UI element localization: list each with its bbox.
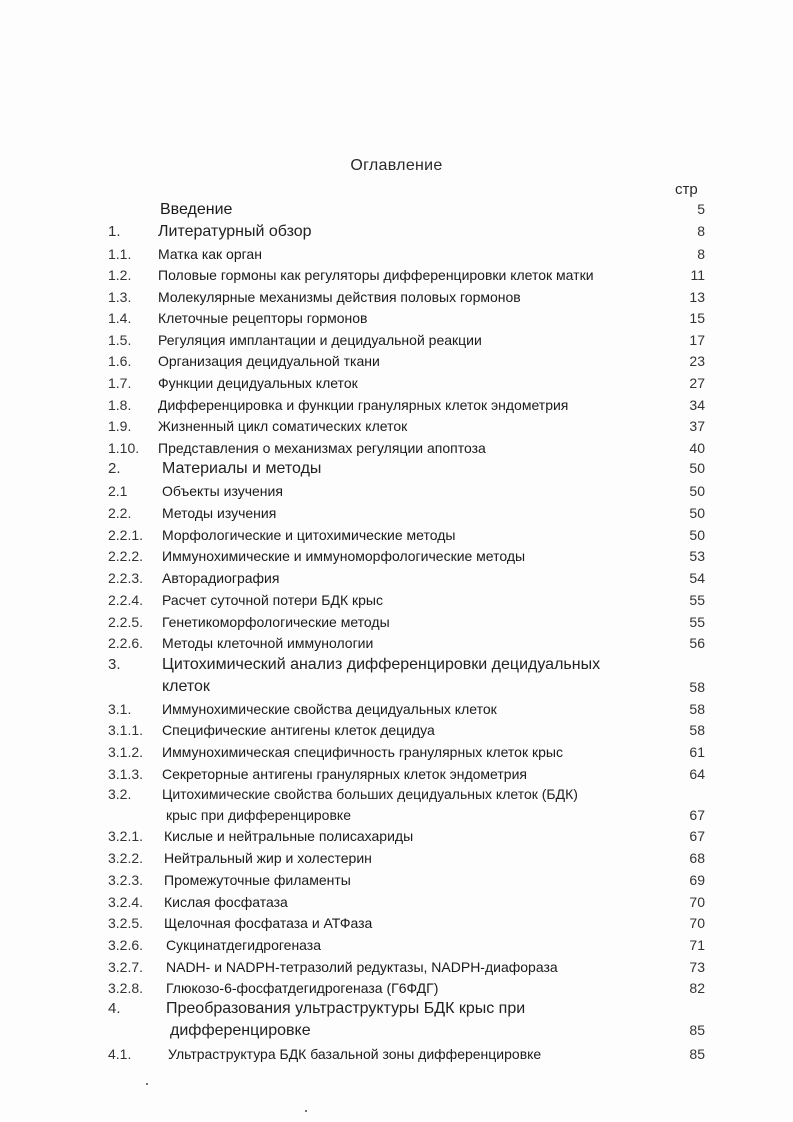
toc-entry-3-2-4 (0, 894, 793, 916)
toc-entry-number: 3.1.1. (108, 722, 144, 738)
toc-entry-text: Кислая фосфатаза (164, 894, 288, 910)
toc-entry-1-3 (0, 289, 793, 311)
toc-entry-number: 2.2.4. (108, 592, 144, 608)
toc-entry-number: 2.2.2. (108, 548, 144, 564)
toc-entry-page: 8 (697, 246, 705, 262)
toc-entry-2-2-5 (0, 614, 793, 636)
toc-entry-text-line2: крыс при дифференцировке (166, 807, 351, 823)
toc-entry-page: 58 (689, 701, 705, 717)
toc-entry-text: Иммунохимическая специфичность гранулярных клеток крыс (162, 744, 563, 760)
toc-entry-page: 70 (689, 894, 705, 910)
toc-entry-text: Регуляция имплантации и децидуальной реакции (158, 332, 482, 348)
toc-entry-page: 13 (689, 289, 705, 305)
toc-entry-page: 54 (689, 570, 705, 586)
toc-entry-page: 61 (689, 744, 705, 760)
page-column-label: стр (675, 181, 698, 198)
toc-entry-text: Представления о механизмах регуляции апоптоза (158, 440, 486, 456)
toc-entry-number: 1.6. (108, 353, 132, 369)
toc-entry-page: 37 (689, 418, 705, 434)
toc-entry-text: Нейтральный жир и холестерин (164, 850, 372, 866)
toc-entry-text: Генетикоморфологические методы (162, 614, 390, 630)
toc-entry-3-2-3 (0, 872, 793, 894)
toc-entry-text: Литературный обзор (158, 223, 312, 240)
toc-entry-number: 3.1. (108, 701, 132, 717)
toc-entry-2-2-3 (0, 570, 793, 592)
toc-entry-number: 3.2.4. (108, 894, 144, 910)
toc-entry-1-7 (0, 375, 793, 397)
toc-entry-text: Ультраструктура БДК базальной зоны дифференцировке (168, 1046, 542, 1062)
toc-entry-number: 1.3. (108, 289, 132, 305)
toc-entry-3 (0, 656, 793, 700)
toc-entry-text: Материалы и методы (162, 460, 322, 477)
toc-title: Оглавление (350, 157, 443, 174)
toc-entry-1-5 (0, 332, 793, 354)
toc-entry-text-line1: Преобразования ультраструктуры БДК крыс при (166, 1000, 526, 1017)
toc-entry-1-8 (0, 397, 793, 419)
toc-entry-4 (0, 1000, 793, 1044)
toc-entry-number: 2.2. (108, 505, 132, 521)
toc-entry-4-1 (0, 1046, 793, 1068)
toc-entry-page: 23 (689, 353, 705, 369)
toc-entry-3-2-8 (0, 980, 793, 1002)
toc-entry-text: Расчет суточной потери БДК крыс (162, 592, 383, 608)
toc-entry-3-1-2 (0, 744, 793, 766)
toc-entry-number: 3.2.1. (108, 828, 144, 844)
toc-entry-number: 1.1. (108, 246, 132, 262)
toc-entry-number: 1.9. (108, 418, 132, 434)
toc-entry-2 (0, 460, 793, 482)
toc-entry-page: 55 (689, 614, 705, 630)
toc-entry-page: 27 (689, 375, 705, 391)
toc-entry-text: Клеточные рецепторы гормонов (158, 310, 368, 326)
toc-entry-number: 3.2. (108, 786, 132, 802)
toc-entry-page: 71 (689, 937, 705, 953)
toc-entry-number: 2.2.6. (108, 635, 144, 651)
toc-entry-page: 55 (689, 592, 705, 608)
toc-entry-text: Матка как орган (158, 246, 262, 262)
toc-entry-text: Дифференцировка и функции гранулярных клеток эндометрия (158, 397, 569, 413)
toc-entry-page: 64 (689, 766, 705, 782)
toc-entry-text: Жизненный цикл соматических клеток (158, 418, 408, 434)
toc-entry-page: 50 (689, 505, 705, 521)
toc-entry-page: 69 (689, 872, 705, 888)
toc-entry-page: 8 (697, 223, 705, 239)
toc-entry-number: 3.1.3. (108, 766, 144, 782)
toc-entry-page: 85 (689, 1046, 705, 1062)
toc-entry-text-line1: Цитохимические свойства больших децидуальных клеток (БДК) (162, 786, 578, 802)
toc-entry-2-2-6 (0, 635, 793, 657)
toc-entry-page: 34 (689, 397, 705, 413)
toc-entry-page: 50 (689, 460, 705, 476)
toc-entry-number: 2.2.3. (108, 570, 144, 586)
toc-entry-number: 1.4. (108, 310, 132, 326)
toc-entry-text: Морфологические и цитохимические методы (162, 527, 456, 543)
toc-entry-page: 15 (689, 310, 705, 326)
toc-entry-text: Специфические антигены клеток децидуа (162, 722, 435, 738)
toc-entry-3-2 (0, 786, 793, 830)
toc-entry-page: 73 (689, 959, 705, 975)
toc-entry-text: Введение (160, 201, 233, 218)
toc-entry-1-10 (0, 440, 793, 462)
toc-entry-number: 2.2.5. (108, 614, 144, 630)
toc-entry-page: 68 (689, 850, 705, 866)
scan-speck (146, 1083, 148, 1085)
toc-entry-page: 67 (689, 828, 705, 844)
toc-entry-page: 70 (689, 915, 705, 931)
toc-entry-text: Авторадиография (162, 570, 280, 586)
toc-entry-text: Молекулярные механизмы действия половых гормонов (158, 289, 521, 305)
toc-entry-number: 3.1.2. (108, 744, 144, 760)
toc-entry-text-line2: дифференцировке (170, 1022, 311, 1039)
toc-entry-page: 17 (689, 332, 705, 348)
toc-entry-intro (0, 201, 793, 223)
toc-entry-number: 4.1. (108, 1046, 132, 1062)
toc-entry-text: Объекты изучения (162, 483, 283, 499)
toc-entry-1-1 (0, 246, 793, 268)
toc-entry-number: 3.2.5. (108, 915, 144, 931)
toc-entry-page: 50 (689, 483, 705, 499)
toc-entry-3-2-5 (0, 915, 793, 937)
toc-entry-text: Организация децидуальной ткани (158, 353, 380, 369)
toc-entry-3-2-6 (0, 937, 793, 959)
toc-entry-page: 50 (689, 527, 705, 543)
toc-entry-number: 1.10. (108, 440, 140, 456)
toc-entry-number: 3.2.7. (108, 959, 144, 975)
toc-entry-text: Щелочная фосфатаза и АТФаза (164, 915, 373, 931)
toc-entry-text: Промежуточные филаменты (164, 872, 351, 888)
toc-entry-1-2 (0, 267, 793, 289)
toc-entry-number: 3.2.8. (108, 980, 144, 996)
toc-entry-page: 56 (689, 635, 705, 651)
toc-entry-2-2-4 (0, 592, 793, 614)
toc-entry-number: 4. (108, 1000, 121, 1017)
toc-entry-number: 1.7. (108, 375, 132, 391)
toc-entry-2-2-1 (0, 527, 793, 549)
toc-entry-1-9 (0, 418, 793, 440)
toc-entry-page: 5 (697, 201, 705, 217)
toc-entry-number: 2.2.1. (108, 527, 144, 543)
toc-entry-number: 1. (108, 223, 121, 240)
toc-entry-3-2-2 (0, 850, 793, 872)
toc-entry-number: 1.2. (108, 267, 132, 283)
toc-entry-text-line2: клеток (162, 678, 210, 695)
toc-entry-number: 3.2.2. (108, 850, 144, 866)
toc-entry-text: Иммунохимические и иммуноморфологические методы (162, 548, 526, 564)
toc-entry-page: 40 (689, 440, 705, 456)
toc-entry-number: 2.1 (108, 483, 128, 499)
toc-entry-number: 3.2.6. (108, 937, 144, 953)
toc-entry-text-line1: Цитохимический анализ дифференцировки децидуальных (162, 656, 601, 673)
toc-entry-page: 11 (690, 267, 705, 283)
scan-speck (305, 1110, 307, 1112)
toc-entry-text: Секреторные антигены гранулярных клеток эндометрия (162, 766, 527, 782)
toc-entry-1-6 (0, 353, 793, 375)
toc-entry-1 (0, 223, 793, 245)
toc-entry-3-1-1 (0, 722, 793, 744)
toc-entry-text: Функции децидуальных клеток (158, 375, 358, 391)
toc-entry-2-1 (0, 483, 793, 505)
toc-entry-text: Сукцинатдегидрогеназа (166, 937, 322, 953)
toc-entry-2-2 (0, 505, 793, 527)
toc-entry-text: Методы изучения (162, 505, 277, 521)
toc-entry-text: Иммунохимические свойства децидуальных клеток (162, 701, 497, 717)
toc-entry-number: 3. (108, 656, 121, 673)
toc-entry-page: 67 (689, 807, 705, 823)
toc-entry-number: 3.2.3. (108, 872, 144, 888)
toc-entry-text: Методы клеточной иммунологии (162, 635, 374, 651)
toc-entry-page: 85 (689, 1022, 705, 1038)
toc-entry-text: Половые гормоны как регуляторы дифференцировки клеток матки (158, 267, 594, 283)
toc-entry-page: 58 (689, 722, 705, 738)
toc-entry-page: 58 (689, 679, 705, 695)
toc-entry-2-2-2 (0, 548, 793, 570)
toc-entry-page: 53 (689, 548, 705, 564)
toc-entry-text: NADH- и NADPH-тетразолий редуктазы, NADPH-диафораза (166, 959, 558, 975)
toc-entry-number: 2. (108, 460, 121, 477)
toc-entry-1-4 (0, 310, 793, 332)
toc-entry-3-2-1 (0, 828, 793, 850)
toc-entry-number: 1.8. (108, 397, 132, 413)
toc-entry-text: Глюкозо-6-фосфатдегидрогеназа (Г6ФДГ) (166, 980, 439, 996)
toc-entry-text: Кислые и нейтральные полисахариды (164, 828, 414, 844)
toc-entry-number: 1.5. (108, 332, 132, 348)
toc-entry-3-1-3 (0, 766, 793, 788)
toc-entry-3-2-7 (0, 959, 793, 981)
toc-entry-page: 82 (689, 980, 705, 996)
toc-entry-3-1 (0, 701, 793, 723)
